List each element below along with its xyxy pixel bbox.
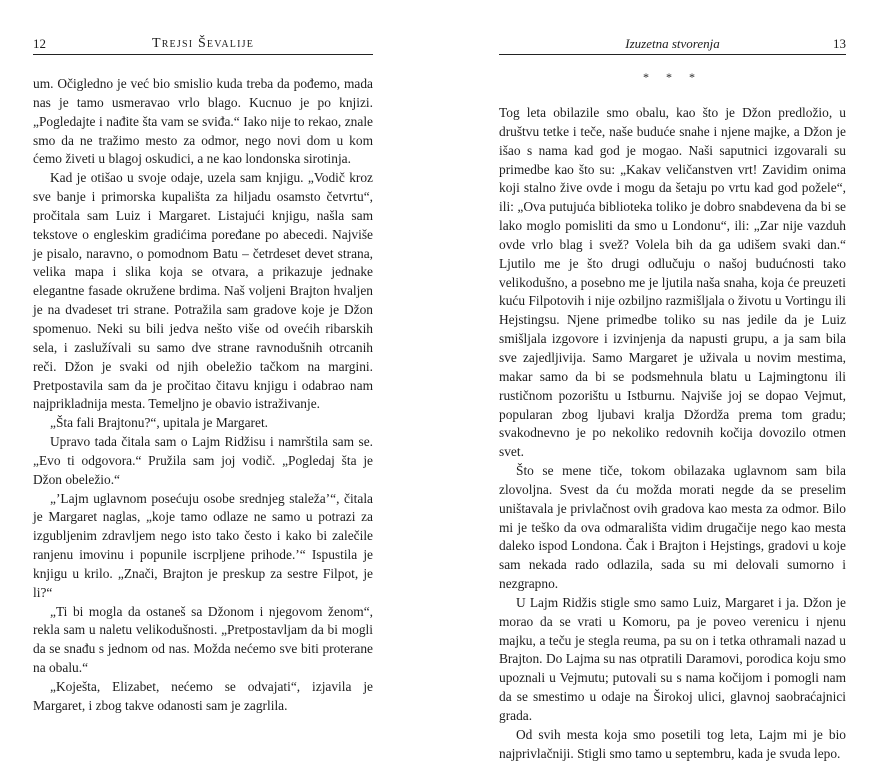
paragraph: um. Očigledno je već bio smislio kuda treba da pođemo, mada nas je tamo usmeravao vrlo blago. Kucnuo je po knjizi. „Pogledajte i nađite šta vam se sviđa.“ Iako nije to rekao, znale smo da ne tražimo mesto za odmor, nego novi dom u kom ćemo živeti u blagoj oskudici, a ne kao londonska sirotinja. [33,76,373,167]
paragraph: „Ti bi mogla da ostaneš sa Džonom i njegovom ženom“, rekla sam u naletu velikodušnosti. „Pretpostavljam da bi mogli da se snađu s jednom od nas. Možda nećemo sve biti proterane na obalu.“ [33,603,373,676]
paragraph: Upravo tada čitala sam o Lajm Ridžisu i namrštila sam se. „Evo ti odgovora.“ Pružila sam joj vodič. „Pogledaj šta je Džon obeležio.“ [33,434,373,487]
paragraph: Od svih mesta koja smo posetili tog leta, Lajm mi je bio najprivlačniji. Stigli smo tamo u septembru, kada je svuda lepo. [499,726,846,761]
paragraph: „Šta fali Brajtonu?“, upitala je Margaret. [50,415,269,431]
left-page-header [33,33,373,53]
paragraph: Tog leta obilazile smo obalu, kao što je Džon predložio, u društvu tetke i teče, naše buduće snahe i njene majke, a Džon je išao s nama kad god je mogao. Naši saputnici izgovarali su primedbe kao što su: „Kakav veličanstven vrt! Zavidim onima koji stalno žive ovde i mogu da šetaju po vrtu kad god požele“, ili: „Ova putujuća biblioteka toliko je dobro snabdevena da bi se lako moglo pomisliti da smo u Londonu“, ili: „Zar nije vazduh ovde vrlo blag i svež? Volela bih da ga udišem svaki dan.“ Ljutilo me je što drugi odlučuju o našoj budućnosti tako velikodušno, a posebno me je ljutila naša snaha, koja će preuzeti kuću Filpotovih i nije ozbiljno razmišljala o životu u Vortingu ili Hejstingsu. Njene primedbe toliko su nas jedile da je Luiz smišljala izgovore i izvinjenja da napusti grupu, a ja sam bila sve zajedljivija. Samo Margaret je uživala u novim mestima, makar samo da bi se podsmehnula blatu u Lajmingtonu ili rustičnom pozorištu u Istburnu. Najviše joj se dopao Vejmut, popularan zbog ljubavi kralja Džordža prema tom gradu; svakodnevno je po nekoliko redovnih kočija dovozilo otmen svet. [499,105,846,460]
chapter-running-title: Izuzetna stvorenja [625,36,720,51]
left-page [33,0,373,713]
left-page-number: 12 [33,36,46,51]
section-break: * * * [643,70,702,84]
book-running-title: Trejsi Ševalije [151,36,255,51]
paragraph: Što se mene tiče, tokom obilazaka uglavnom sam bila zlovoljna. Svest da ću možda morati negde da se preselim uništavala je privlačnost ovih gradova kao mesta za odmor. Bilo mi je teško da ova odmarališta vidim drugačije nego kao mesta daleko ispod Londona. Čak i Brajton i Hejstings, gradovi u koje sam nekada rado odlazila, sada su mi delovali sumorno i nezgrapno. [499,463,846,592]
right-page-header [499,33,846,53]
paragraph: „Koješta, Elizabet, nećemo se odvajati“, izjavila je Margaret, i zbog takve odanosti sam je zagrlila. [33,679,373,713]
right-page-body [499,104,846,764]
header-rule [33,54,373,55]
header-rule [499,54,846,55]
paragraph: Kad je otišao u svoje odaje, uzela sam knjigu. „Vodič kroz sve banje i primorska kupališta za hiljadu osamsto četvrtu“, pročitala sam Luiz i Margaret. Listajući knjigu, našla sam tekstove o engleskim gradićima poređane po abecedi. Najviše je pisalo, naravno, o pomodnom Batu – četrdeset devet strana, velika mapa i slika koja se otvara, a prikazuje jednake elegantne fasade okružene brdima. Naš voljeni Brajton hvaljen je na dvadeset tri strane. Potražila sam gradove koje je Džon spomenuo. Neki su bili jedva nešto više od ovećih ribarskih sela, i zaslužívali su samo dve strane ravnodušnih otrcanih reči. Džon je svaki od njih obeležio tačkom na margini. Pretpostavila sam da je pročitao čitavu knjigu i odabrao nam najprikladnija mesta. Temeljno je obavio istraživanje. [33,170,373,412]
right-page [499,0,846,761]
paragraph: „’Lajm uglavnom posećuju osobe srednjeg staleža’“, čitala je Margaret naglas, „koje tamo odlaze ne samo u potrazi za izgubljenim zdravljem nego isto tako često i kako bi zalečile ranjenu imovinu i popunile iscrpljene prihode.’“ Ispustila je knjigu u krilo. „Znači, Brajton je preskup za sestre Filpot, je li?“ [33,490,373,600]
left-page-body [33,75,373,716]
right-page-number: 13 [833,36,846,51]
paragraph: U Lajm Ridžis stigle smo samo Luiz, Margaret i ja. Džon je morao da se vrati u Komoru, pa je poveo verenicu i njenu majku, a teču je stegla reuma, pa su on i tetka othramali nazad u Brajton. Do Lajma su nas otpratili Daramovi, porodica koju smo upoznali u Vejmutu; putovali su s nama kočijom i pomogli nam da se smestimo u odaje na Širokoj ulici, glavnoj saobraćajnici grada. [499,594,846,723]
